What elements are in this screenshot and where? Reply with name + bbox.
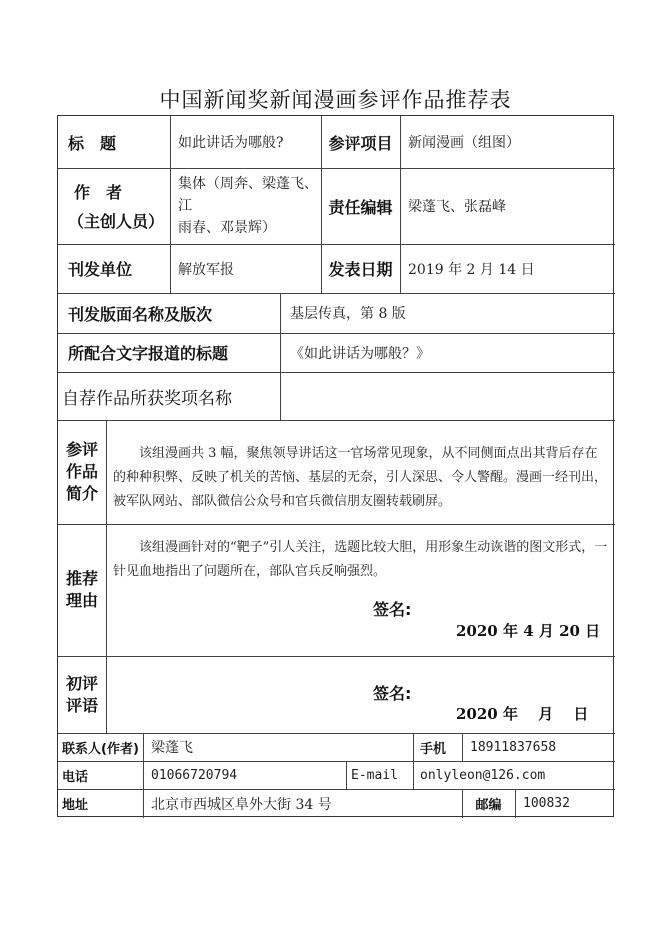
date-value: 2019 年 2 月 14 日 <box>408 261 535 278</box>
reason-sign-date: 2020 年 4 月 20 日 <box>456 622 601 640</box>
title-value: 如此讲话为哪般? <box>178 135 284 151</box>
page-title: 中国新闻奖新闻漫画参评作品推荐表 <box>159 88 512 112</box>
reason-label <box>58 524 106 656</box>
review-label <box>58 656 106 733</box>
address-value: 北京市西城区阜外大街 34 号 <box>151 796 332 813</box>
date-label: 发表日期 <box>328 260 393 279</box>
review-sign-date: 2020 年 月 日 <box>456 705 589 723</box>
address-label: 地址 <box>62 798 89 813</box>
author-value-line2: 雨春、邓景辉） <box>178 220 276 236</box>
email-label: E-mail <box>351 767 398 783</box>
contact-value: 梁蓬飞 <box>151 740 193 756</box>
page-label: 刊发版面名称及版次 <box>68 304 213 324</box>
contact-label: 联系人(作者) <box>62 741 139 757</box>
postcode-value: 100832 <box>523 796 570 811</box>
report-label: 所配合文字报道的标题 <box>68 344 229 363</box>
reason-text: 该组漫画针对的“靶子”引人关注，选题比较大胆，用形象生动诙谐的图文形式，一针见血地指出了问题所在，部队官兵反响强烈。 <box>113 540 608 579</box>
editor-value: 梁蓬飞、张磊峰 <box>408 199 506 215</box>
summary-text: 该组漫画共 3 幅，聚焦领导讲话这一官场常见现象，从不同侧面点出其背后存在的种种积弊、反映了机关的苦恼、基层的无奈，引人深思、令人警醒。漫画一经刊出，被军队网站、部队微信公众号和官兵微信朋友圈转载刷屏。 <box>113 446 608 509</box>
editor-label: 责任编辑 <box>328 197 393 217</box>
title-label: 标 题 <box>68 133 117 153</box>
phone-value: 01066720794 <box>151 767 238 783</box>
author-label-line1: 作 者 <box>74 183 123 202</box>
email-value: onlyleon@126.com <box>420 767 546 783</box>
author-label-line2: （主创人员） <box>68 212 165 231</box>
category-value: 新闻漫画（组图） <box>408 135 520 151</box>
summary-label-line3: 简介 <box>65 484 98 503</box>
reason-label-line2: 理由 <box>65 591 98 610</box>
author-value-line1: 集体（周奔、梁蓬飞、江 <box>178 176 318 214</box>
mobile-label: 手机 <box>420 741 447 757</box>
reason-label-line1: 推荐 <box>65 569 98 588</box>
author-value <box>178 168 318 244</box>
postcode-label: 邮编 <box>475 798 502 813</box>
review-label-line2: 评语 <box>65 695 98 715</box>
recommendation-form <box>57 115 614 817</box>
awards-label: 自荐作品所获奖项名称 <box>62 388 232 409</box>
summary-label <box>58 420 106 524</box>
review-sign-label: 签名: <box>373 684 412 703</box>
publisher-value: 解放军报 <box>178 261 234 278</box>
category-label: 参评项目 <box>328 133 393 153</box>
publisher-label: 刊发单位 <box>68 260 133 279</box>
awards-value <box>290 372 610 420</box>
summary-label-line2: 作品 <box>65 462 98 481</box>
page-value: 基层传真，第 8 版 <box>290 306 406 322</box>
phone-label: 电话 <box>62 769 89 785</box>
summary-label-line1: 参评 <box>65 440 98 459</box>
review-label-line1: 初评 <box>65 673 98 693</box>
mobile-value: 18911837658 <box>470 739 557 755</box>
report-value: 《如此讲话为哪般？》 <box>290 345 430 362</box>
reason-sign-label: 签名: <box>373 600 412 619</box>
author-label <box>68 168 168 244</box>
